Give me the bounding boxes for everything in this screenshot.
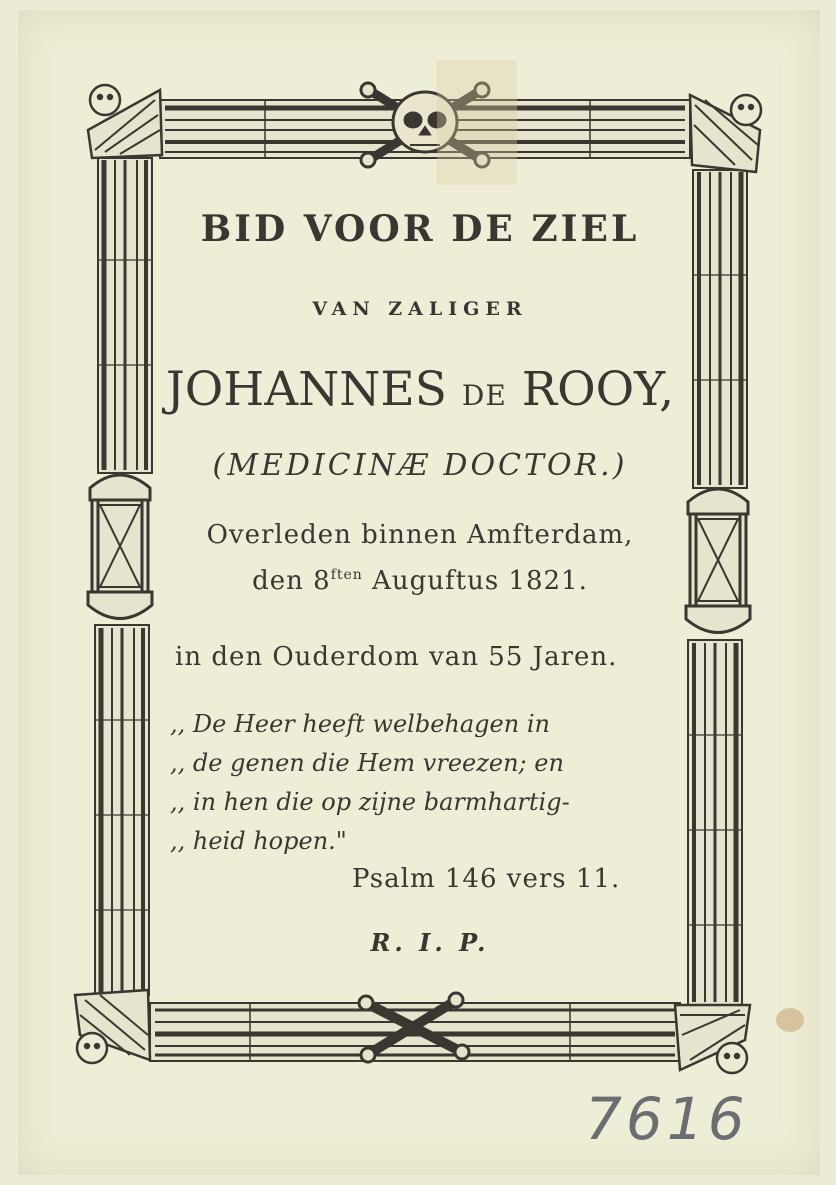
name-first: JOHANNES <box>165 362 447 417</box>
deceased-title: (MEDICINÆ DOCTOR.) <box>212 448 628 483</box>
cherub-icon <box>690 95 761 172</box>
hourglass-icon <box>88 475 152 619</box>
scripture-quote <box>170 705 670 861</box>
quote-line: ,, in hen die op zijne barmhartig- <box>170 788 570 816</box>
name-particle: DE <box>461 379 507 412</box>
quote-line: ,, De Heer heeft welbehagen in <box>170 710 550 738</box>
quote-line: ,, heid hopen." <box>170 827 347 855</box>
name-last: ROOY, <box>521 362 675 417</box>
date-suffix: Auguftus 1821. <box>362 566 588 596</box>
rip-text: R. I. P. <box>370 928 490 957</box>
quote-line: ,, de genen die Hem vreezen; en <box>170 749 564 777</box>
prayer-subheading: VAN ZALIGER <box>312 298 528 320</box>
date-ordinal: ften <box>330 567 363 583</box>
hourglass-icon <box>686 489 750 633</box>
inventory-number: 7616 <box>585 1085 749 1153</box>
cherub-icon <box>75 990 150 1063</box>
death-date <box>160 566 680 596</box>
psalm-reference: Psalm 146 vers 11. <box>352 864 621 894</box>
age-at-death: in den Ouderdom van 55 Jaren. <box>175 642 618 672</box>
date-prefix: den 8 <box>252 566 331 596</box>
prayer-heading: BID VOOR DE ZIEL <box>200 208 640 250</box>
deceased-name <box>150 362 690 417</box>
death-place: Overleden binnen Amfterdam, <box>206 520 634 550</box>
cherub-icon <box>88 85 162 158</box>
cherub-icon <box>675 1005 750 1073</box>
